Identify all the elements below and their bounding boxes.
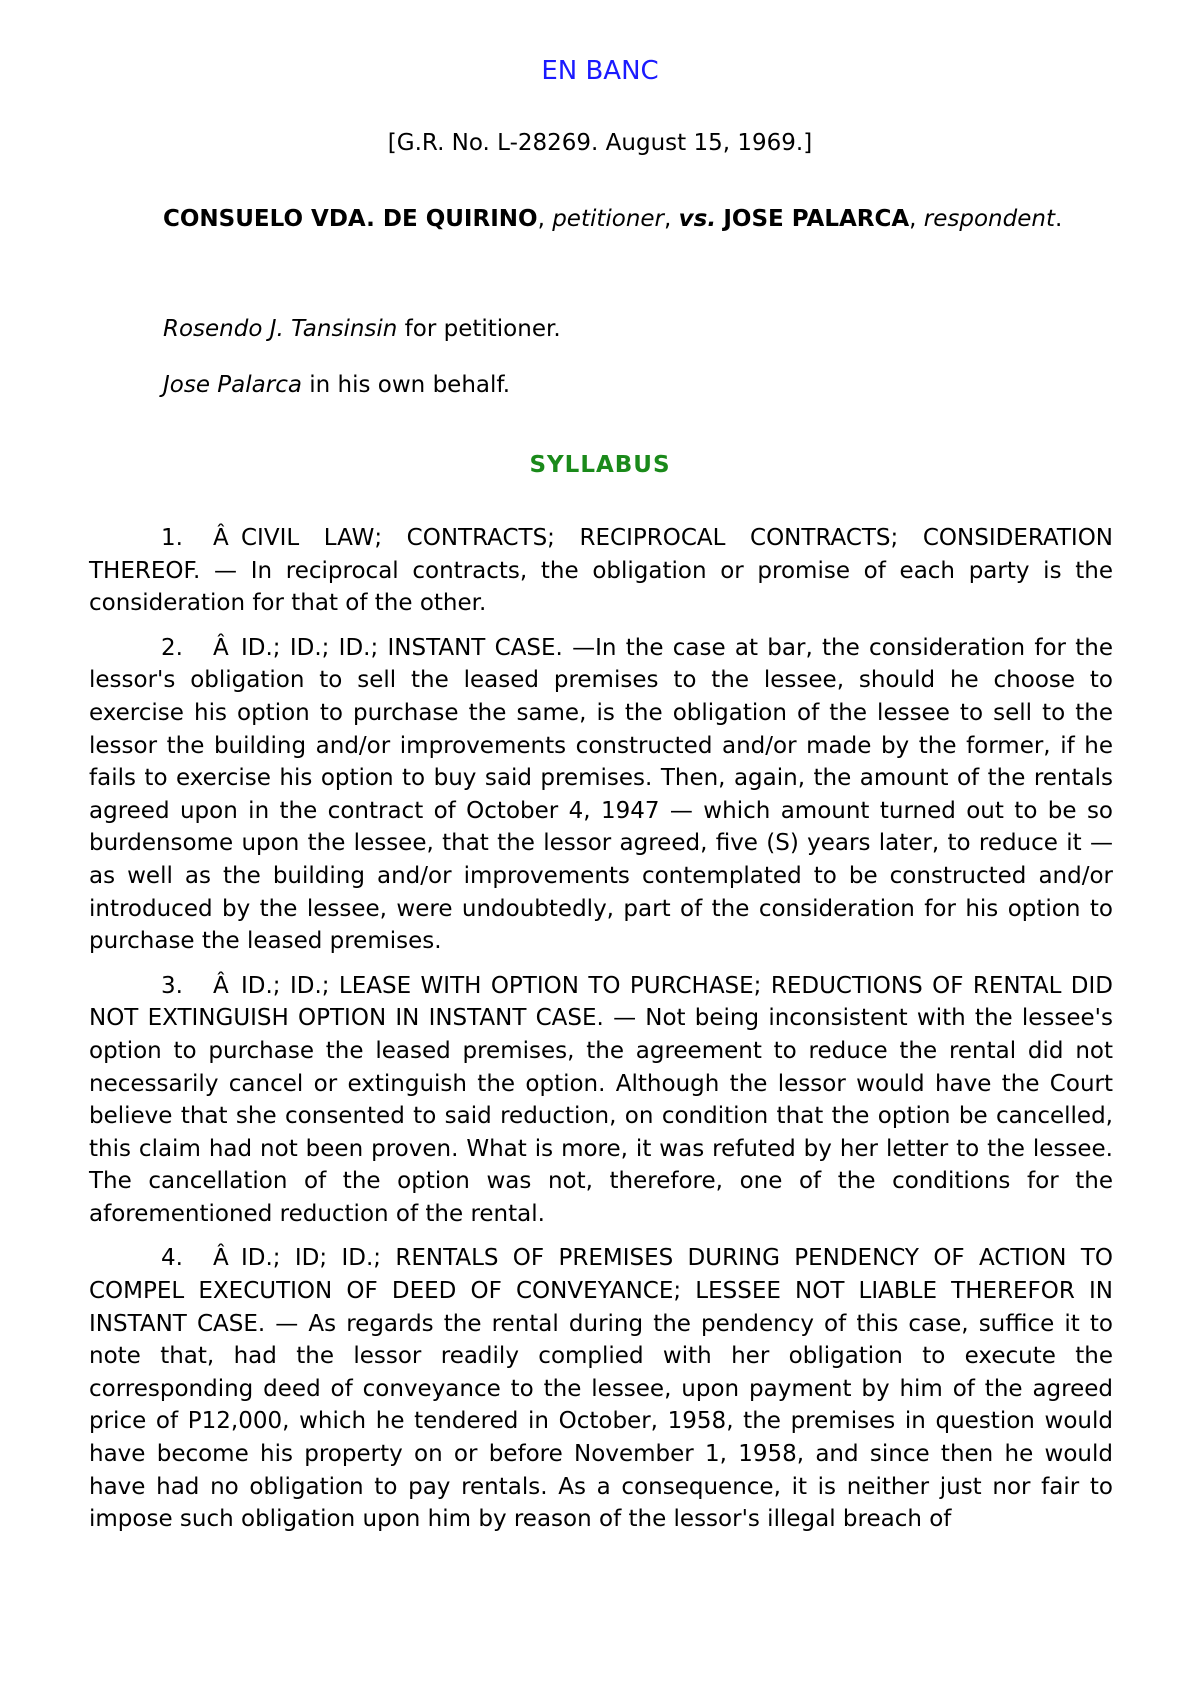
counsel-text: in his own behalf. (301, 372, 511, 398)
item-text: — As regards the rental during the pendency of this case, suffice it to note that, had the lessor readily complied with her obligation to execute the corresponding deed of conveyance to the lessee, upon payment by him of the agreed price of P12,000, which he tendered in October, 1958, the premises in question would have become his property on or before November 1, 1958, and since then he would have had no obligation to pay rentals. As a consequence, it is neither just nor fair to impose such obligation upon him by reason of the lessor's illegal breach of (89, 1310, 1113, 1533)
counsel-petitioner (163, 316, 1123, 342)
item-heading: CIVIL LAW; CONTRACTS; RECIPROCAL CONTRACTS; CONSIDERATION THEREOF. (89, 525, 1113, 584)
syllabus-item (89, 522, 1113, 620)
syllabus-item (89, 970, 1113, 1231)
respondent-name: JOSE PALARCA (723, 206, 910, 232)
item-mark: Â (213, 634, 229, 661)
end-period: . (1054, 206, 1063, 232)
item-number: 4. (161, 1245, 183, 1272)
syllabus-heading: SYLLABUS (529, 452, 671, 478)
petitioner-name: CONSUELO VDA. DE QUIRINO (163, 206, 538, 232)
item-heading: ID.; ID; ID.; RENTALS OF PREMISES DURING PENDENCY OF ACTION TO COMPEL EXECUTION OF DEED OF CONVEYANCE; LESSEE NOT LIABLE THEREFOR IN INSTANT CASE. (89, 1245, 1113, 1337)
syllabus-body (89, 522, 1113, 1548)
case-parties (163, 203, 1123, 236)
syllabus-item (89, 1242, 1113, 1535)
case-number: [G.R. No. L-28269. August 15, 1969.] (387, 130, 813, 156)
item-number: 1. (161, 525, 183, 551)
item-text: — Not being inconsistent with the lessee's option to purchase the leased premises, the agreement to reduce the rental did not necessarily cancel or extinguish the option. Although the lessor would have the Court believe that she consented to said reduction, on condition that the option be cancelled, this claim had not been proven. What is more, it was refuted by her letter to the lessee. The cancellation of the option was not, therefore, one of the conditions for the aforementioned reduction of the rental. (89, 1005, 1113, 1227)
versus-label: vs. (678, 206, 717, 232)
counsel-name: Rosendo J. Tansinsin (163, 316, 398, 342)
separator: , (664, 206, 679, 232)
item-mark: Â (213, 525, 229, 551)
petitioner-role: petitioner (552, 206, 665, 232)
court-division: EN BANC (541, 56, 659, 86)
item-number: 2. (161, 634, 183, 661)
separator: , (909, 206, 924, 232)
item-text: — In reciprocal contracts, the obligation or promise of each party is the consideration for that of the other. (89, 557, 1113, 617)
respondent-role: respondent (923, 206, 1055, 232)
counsel-respondent (163, 372, 1123, 398)
item-heading: ID.; ID.; ID.; INSTANT CASE. (241, 634, 563, 661)
counsel-name: Jose Palarca (163, 372, 302, 398)
item-number: 3. (161, 972, 183, 999)
item-mark: Â (213, 1245, 229, 1272)
item-mark: Â (213, 972, 229, 999)
separator: , (537, 206, 553, 232)
item-text: —In the case at bar, the consideration for the lessor's obligation to sell the leased premises to the lessee, should he choose to exercise his option to purchase the same, is the obligation of the lessee to sell to the lessor the building and/or improvements constructed and/or made by the former, if he fails to exercise his option to buy said premises. Then, again, the amount of the rentals agreed upon in the contract of October 4, 1947 — which amount turned out to be so burdensome upon the lessee, that the lessor agreed, five (S) years later, to reduce it — as well as the building and/or improvements contemplated to be constructed and/or introduced by the lessee, were undoubtedly, part of the consideration for his option to purchase the leased premises. (89, 634, 1114, 955)
syllabus-item (89, 632, 1113, 958)
counsel-text: for petitioner. (397, 316, 561, 342)
item-heading: ID.; ID.; LEASE WITH OPTION TO PURCHASE; REDUCTIONS OF RENTAL DID NOT EXTINGUISH OPTION IN INSTANT CASE. (89, 972, 1113, 1032)
